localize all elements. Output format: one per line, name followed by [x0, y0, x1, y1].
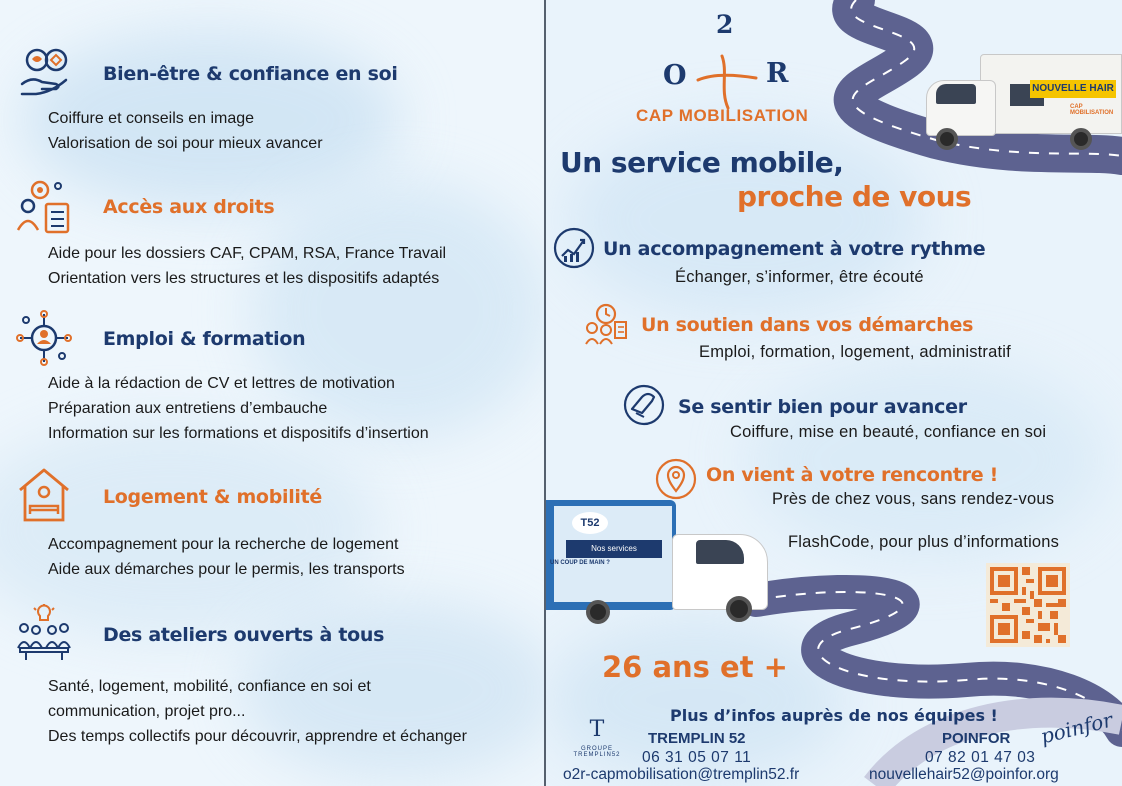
section-title-housing: Logement & mobilité	[103, 486, 322, 508]
feature-text: Près de chez vous, sans rendez-vous	[772, 490, 1055, 508]
headline-line1: Un service mobile,	[560, 146, 844, 179]
section-line: Information sur les formations et dispositifs d’insertion	[48, 425, 429, 442]
tremplin-van	[546, 500, 776, 628]
section-line: Coiffure et conseils en image	[48, 110, 255, 127]
section-line: Valorisation de soi pour mieux avancer	[48, 135, 323, 152]
section-title-employment: Emploi & formation	[103, 328, 306, 350]
section-line: Des temps collectifs pour découvrir, apprendre et échanger	[48, 728, 467, 745]
feature-title-self-care: Se sentir bien pour avancer	[678, 396, 967, 418]
tremplin-logo-letter: T	[589, 717, 605, 742]
section-line: Préparation aux entretiens d’embauche	[48, 400, 328, 417]
support-icon	[584, 302, 628, 346]
section-line: Aide à la rédaction de CV et lettres de motivation	[48, 375, 395, 392]
section-title-wellbeing: Bien-être & confiance en soi	[103, 63, 398, 85]
self-care-icon	[622, 383, 666, 427]
tremplin-phone[interactable]: 06 31 05 07 11	[642, 749, 752, 766]
logo-o: O	[663, 60, 687, 91]
van-sublabel: CAP MOBILISATION	[1070, 104, 1114, 116]
workshop-icon	[16, 604, 72, 660]
section-line: Santé, logement, mobilité, confiance en soi et	[48, 678, 371, 695]
feature-text: Échanger, s’informer, être écouté	[675, 268, 924, 286]
logo-r: R	[766, 58, 789, 89]
section-line: Aide pour les dossiers CAF, CPAM, RSA, France Travail	[48, 245, 447, 262]
wellbeing-icon	[18, 46, 74, 102]
qr-code[interactable]	[986, 563, 1070, 647]
section-line: Aide aux démarches pour le permis, les transports	[48, 561, 405, 578]
logo-two: 2	[716, 10, 734, 39]
feature-title-location: On vient à votre rencontre !	[706, 464, 998, 486]
employment-icon	[16, 310, 72, 366]
van-text: Nos services	[566, 540, 662, 558]
tremplin-logo-caption: GROUPE TREMPLIN52	[573, 746, 621, 758]
poinfor-name: POINFOR	[942, 730, 1011, 747]
section-title-rights: Accès aux droits	[103, 196, 275, 218]
rhythm-icon	[552, 226, 596, 270]
poinfor-email[interactable]: nouvellehair52@poinfor.org	[869, 766, 1059, 783]
rights-access-icon	[16, 178, 72, 234]
section-line: Orientation vers les structures et les dispositifs adaptés	[48, 270, 440, 287]
feature-title-support: Un soutien dans vos démarches	[641, 314, 974, 336]
tremplin-name: TREMPLIN 52	[648, 730, 746, 747]
feature-text: Coiffure, mise en beauté, confiance en soi	[730, 423, 1047, 441]
hair-salon-van	[920, 54, 1122, 152]
poinfor-logo: poinfor	[1038, 707, 1115, 749]
qr-code-icon	[990, 567, 1066, 643]
housing-icon	[16, 466, 72, 522]
poinfor-phone[interactable]: 07 82 01 47 03	[925, 749, 1036, 766]
headline-line2: proche de vous	[737, 180, 972, 213]
feature-title-rhythm: Un accompagnement à votre rythme	[603, 238, 986, 260]
feature-text: Emploi, formation, logement, administratif	[699, 343, 1011, 361]
section-line: communication, projet pro...	[48, 703, 246, 720]
tremplin-logo	[566, 717, 628, 758]
van-label: NOUVELLE HAIR	[1030, 80, 1116, 98]
age-badge: 26 ans et +	[602, 650, 788, 684]
tremplin-email[interactable]: o2r-capmobilisation@tremplin52.fr	[563, 766, 800, 783]
contact-title: Plus d’infos auprès de nos équipes !	[670, 706, 998, 725]
van-badge: T52	[572, 512, 608, 534]
flashcode-label: FlashCode, pour plus d’informations	[788, 533, 1060, 551]
location-pin-icon	[654, 457, 698, 501]
section-line: Accompagnement pour la recherche de logement	[48, 536, 399, 553]
section-title-workshops: Des ateliers ouverts à tous	[103, 624, 385, 646]
logo-subtitle: CAP MOBILISATION	[636, 106, 809, 125]
logo-mark	[692, 54, 762, 110]
van-text: UN COUP DE MAIN ?	[550, 560, 610, 566]
